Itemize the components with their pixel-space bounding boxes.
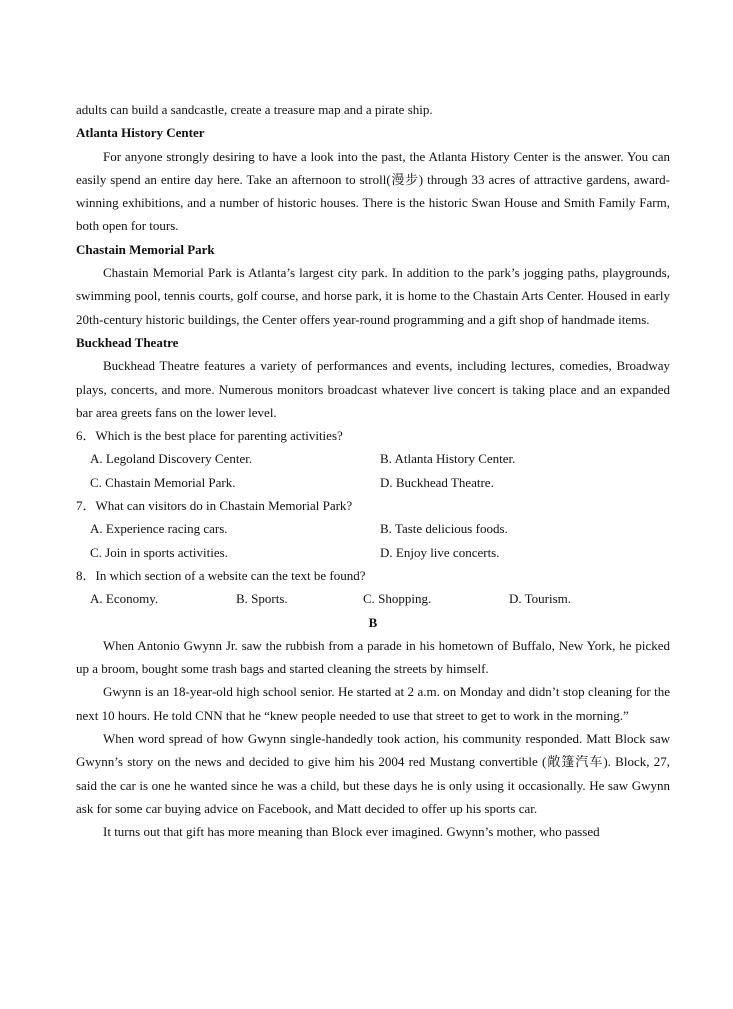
question-8-option-d: D. Tourism. xyxy=(509,591,572,607)
section-heading-buckhead-theatre: Buckhead Theatre xyxy=(76,334,179,350)
passage-b-paragraph: When word spread of how Gwynn single-handedly took action, his community responded. Matt Block saw Gwynn’s story on the news and decided to give him his 2004 red Mustang convertible (敞篷汽车). Block, 27, said the car is one he wanted since he was a child, but these days he is only using it occasionally. He saw Gwynn ask for some car buying advice on Facebook, and Matt decided to offer up his sports car. xyxy=(76,731,670,816)
question-6-option-b: B. Atlanta History Center. xyxy=(380,451,516,467)
question-7-option-c: C. Join in sports activities. xyxy=(90,544,228,560)
question-8-option-a: A. Economy. xyxy=(90,591,159,607)
document-page xyxy=(76,98,670,844)
question-7-option-d: D. Enjoy live concerts. xyxy=(380,544,500,560)
passage-b-paragraph: When Antonio Gwynn Jr. saw the rubbish from a parade in his hometown of Buffalo, New York, he picked up a broom, bought some trash bags and started cleaning the streets by himself. xyxy=(76,637,670,677)
question-6-options-row-2 xyxy=(76,471,670,494)
section-heading-atlanta-history-center: Atlanta History Center xyxy=(76,125,205,141)
passage-b-paragraph: It turns out that gift has more meaning than Block ever imagined. Gwynn’s mother, who passed xyxy=(103,824,600,840)
question-6-option-d: D. Buckhead Theatre. xyxy=(380,474,494,490)
question-8-option-c: C. Shopping. xyxy=(363,591,432,607)
question-7-option-b: B. Taste delicious foods. xyxy=(380,521,508,537)
question-7-options-row-2 xyxy=(76,541,670,564)
question-8-options xyxy=(76,587,670,610)
section-heading-chastain-memorial-park: Chastain Memorial Park xyxy=(76,241,215,257)
passage-b-label: B xyxy=(368,614,378,630)
question-7-stem: 7．What can visitors do in Chastain Memorial Park? xyxy=(76,498,353,514)
intro-tail: adults can build a sandcastle, create a treasure map and a pirate ship. xyxy=(76,102,433,117)
question-6-option-c: C. Chastain Memorial Park. xyxy=(90,474,236,490)
passage-b-paragraph: Gwynn is an 18-year-old high school senior. He started at 2 a.m. on Monday and didn’t stop cleaning for the next 10 hours. He told CNN that he “knew people needed to use that street to get to work in the morning.” xyxy=(76,684,670,723)
question-7-option-a: A. Experience racing cars. xyxy=(90,521,228,537)
section-text-atlanta-history-center: For anyone strongly desiring to have a look into the past, the Atlanta History Center is the answer. You can easily spend an entire day here. Take an afternoon to stroll(漫步) through 33 acres of attractive gardens, award-winning exhibitions, and a number of historic houses. There is the historic Swan House and Smith Family Farm, both open for tours. xyxy=(76,148,670,234)
question-8-option-b: B. Sports. xyxy=(236,591,288,607)
question-6-stem: 6．Which is the best place for parenting activities? xyxy=(76,428,343,444)
question-6-options-row-1 xyxy=(76,447,670,470)
section-text-chastain-memorial-park: Chastain Memorial Park is Atlanta’s largest city park. In addition to the park’s jogging paths, playgrounds, swimming pool, tennis courts, golf course, and horse park, it is home to the Chastain Arts Center. Housed in early 20th-century historic buildings, the Center offers year-round programming and a gift shop of handmade items. xyxy=(76,265,670,327)
question-8-stem: 8．In which section of a website can the text be found? xyxy=(76,567,366,583)
question-7-options-row-1 xyxy=(76,517,670,540)
question-6-option-a: A. Legoland Discovery Center. xyxy=(90,451,253,467)
section-text-buckhead-theatre: Buckhead Theatre features a variety of performances and events, including lectures, comedies, Broadway plays, concerts, and more. Numerous monitors broadcast whatever live concert is taking place and an expanded bar area greets fans on the lower level. xyxy=(76,358,670,420)
